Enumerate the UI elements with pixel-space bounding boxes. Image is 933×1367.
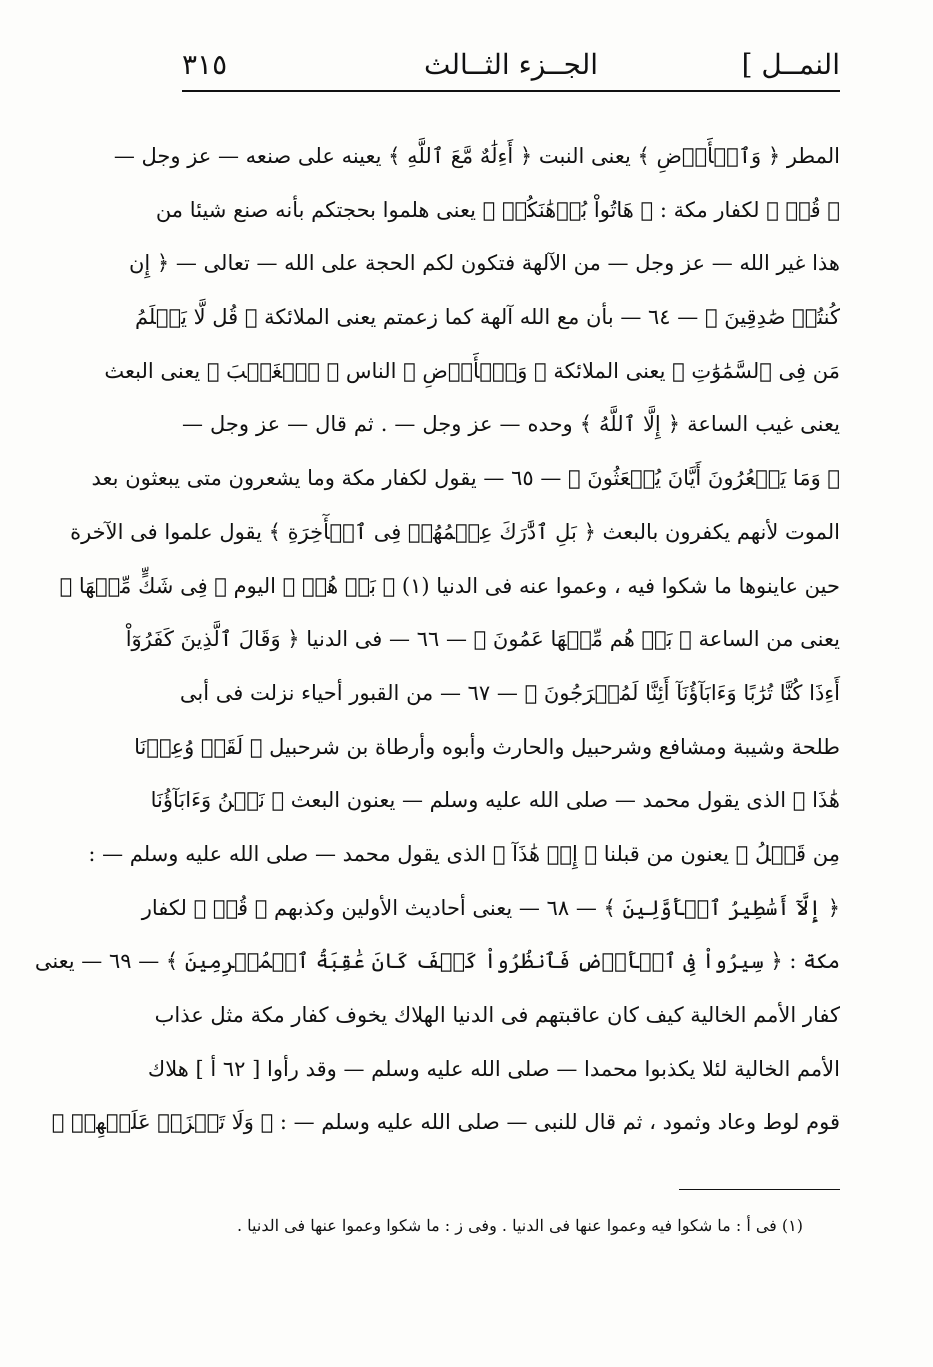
surah-name: النمــل ] (741, 48, 840, 81)
main-text (34, 130, 840, 1150)
text-line: ﴿ وَمَا يَشۡعُرُونَ أَيَّانَ يُبۡعَثُونَ ﴾ — ٦٥ — يقول لكفار مكة وما يشعرون متى يبعثون بعد (91, 466, 840, 491)
text-line: ﴿ قُلۡ ﴾ لكفار مكة : ﴿ هَاتُواْ بُرۡهَٰنَكُمۡ ﴾ يعنى هلموا بحجتكم بأنه صنع شيئا من (155, 197, 840, 222)
header-rule (182, 90, 840, 92)
text-line: كفار الأمم الخالية كيف كان عاقبتهم فى الدنيا الهلاك يخوف كفار مكة مثل عذاب (154, 1003, 840, 1027)
text-line: الموت لأنهم يكفرون بالبعث ﴿ بَلِ ٱدَّٰرَكَ عِلۡمُهُمۡ فِى ٱلۡأٓخِرَةِ ﴾ يقول علموا فى الآخرة (70, 519, 840, 544)
text-line: مكة : ﴿ سِيرُواْ فِى ٱلۡأَرۡضِ فَٱنظُرُواْ كَيۡفَ كَانَ عَٰقِبَةُ ٱلۡمُجۡرِمِينَ ﴾ — ٦٩ — يعنى (34, 949, 840, 974)
text-line: الأمم الخالية لئلا يكذبوا محمدا — صلى الله عليه وسلم — وقد رأوا [ ٦٢ أ ] هلاك (147, 1056, 840, 1081)
page-number: ٣١٥ (182, 48, 228, 81)
text-line: أَءِذَا كُنَّا تُرَٰبًا وَءَابَآؤُنَآ أَئِنَّا لَمُخۡرَجُونَ ﴾ — ٦٧ — من القبور أحياء نزلت فى أبى (179, 680, 840, 705)
text-line: كُنتُمۡ صَٰدِقِينَ ﴾ — ٦٤ — بأن مع الله آلهة كما زعمتم يعنى الملائكة ﴿ قُل لَّا يَعۡلَمُ (134, 305, 840, 330)
footnote: (١) فى أ : ما شكوا فيه وعموا عنها فى الدنيا . وفى ز : ما شكوا وعموا عنها فى الدنيا . (237, 1216, 803, 1235)
text-line: يعنى من الساعة ﴿ بَلۡ هُم مِّنۡهَا عَمُونَ ﴾ — ٦٦ — فى الدنيا ﴿ وَقَالَ ٱلَّذِينَ كَفَرُوٓاْ (125, 627, 840, 652)
text-line: هَٰذَا ﴾ الذى يقول محمد — صلى الله عليه وسلم — يعنون البعث ﴿ نَحۡنُ وَءَابَآؤُنَا (150, 788, 840, 813)
text-line: يعنى غيب الساعة ﴿ إِلَّا ٱللَّهُ ﴾ وحده — عز وجل — . ثم قال — عز وجل — (182, 412, 840, 437)
page-header (182, 42, 840, 92)
part-title: الجــزء الثــالث (423, 48, 599, 81)
text-line: حين عاينوها ما شكوا فيه ، وعموا عنه فى الدنيا (١) ﴿ بَلۡ هُمۡ ﴾ اليوم ﴿ فِى شَكٍّ مِّنۡهَا ﴾ (59, 573, 840, 598)
text-line: مِن قَبۡلُ ﴾ يعنون من قبلنا ﴿ إِنۡ هَٰذَآ ﴾ الذى يقول محمد — صلى الله عليه وسلم — : (88, 841, 840, 866)
text-line: المطر ﴿ وَٱلۡأَرۡضِ ﴾ يعنى النبت ﴿ أَءِلَٰهٌ مَّعَ ٱللَّهِ ﴾ يعينه على صنعه — عز وجل — (113, 144, 840, 168)
text-line: ﴿ إِلَّآ أَسَٰطِيرُ ٱلۡأَوَّلِينَ ﴾ — ٦٨ — يعنى أحاديث الأولين وكذبهم ﴿ قُلۡ ﴾ لكفار (141, 895, 840, 920)
text-line: طلحة وشيبة ومشافع وشرحبيل والحارث وأبوه وأرطاة بن شرحبيل ﴿ لَقَدۡ وُعِدۡنَا (134, 734, 840, 759)
text-line: مَن فِى ٱلسَّمَٰوَٰتِ ﴾ يعنى الملائكة ﴿ وَٱلۡأَرۡضِ ﴾ الناس ﴿ ٱلۡغَيۡبَ ﴾ يعنى البعث (104, 358, 840, 383)
text-line: هذا غير الله — عز وجل — من الآلهة فتكون لكم الحجة على الله — تعالى — ﴿ إِن (128, 251, 840, 276)
footnote-rule (679, 1189, 840, 1190)
text-line: قوم لوط وعاد وثمود ، ثم قال للنبى — صلى الله عليه وسلم — : ﴿ وَلَا تَحۡزَنۡ عَلَيۡهِمۡ ﴾ (51, 1110, 840, 1135)
